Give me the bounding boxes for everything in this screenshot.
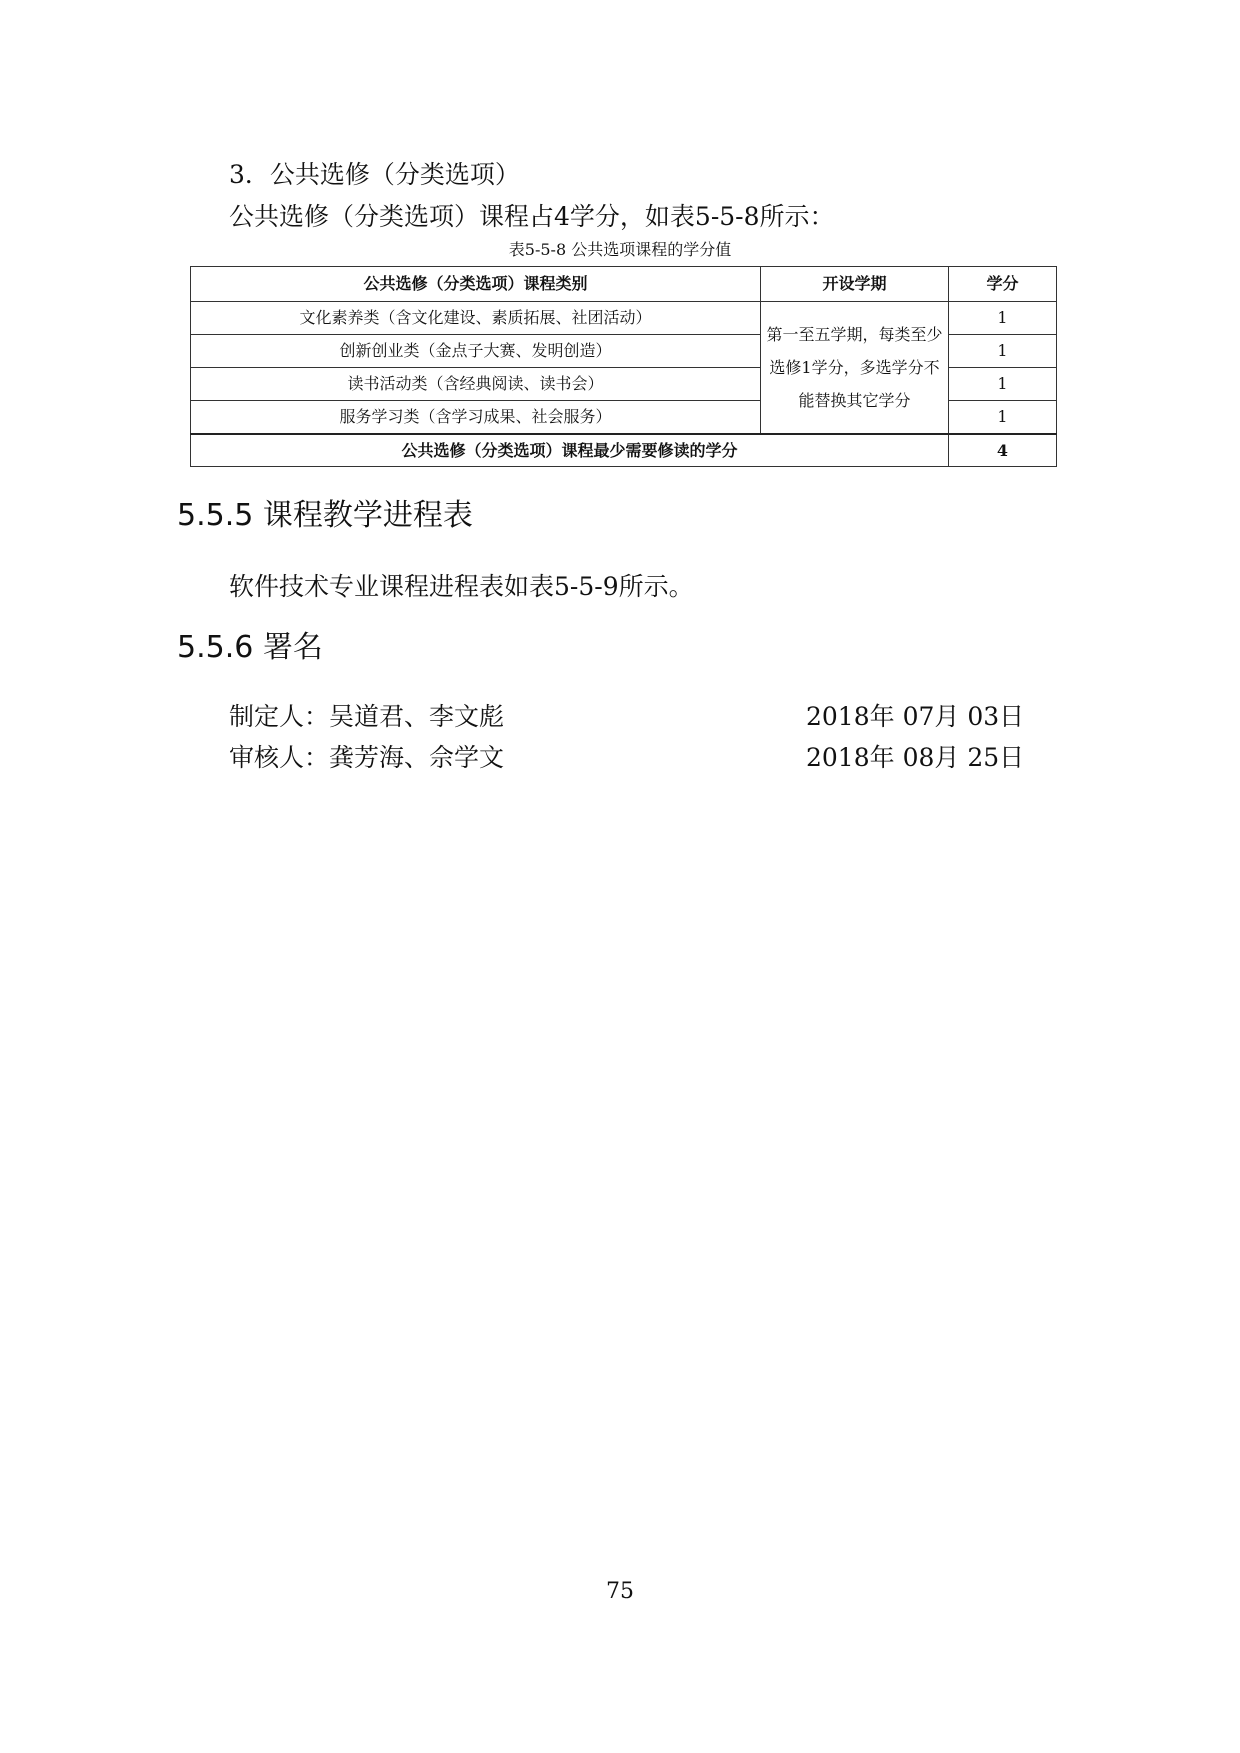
total-label: 公共选修（分类选项）课程最少需要修读的学分 <box>191 434 949 467</box>
signature-drafter-date: 2018年 07月 03日 <box>806 702 1025 731</box>
row-category: 服务学习类（含学习成果、社会服务） <box>191 401 761 435</box>
row-credit: 1 <box>949 302 1057 335</box>
page-number: 75 <box>606 1579 634 1604</box>
signature-reviewer-date: 2018年 08月 25日 <box>806 743 1025 772</box>
header-term: 开设学期 <box>761 267 949 302</box>
header-credit: 学分 <box>949 267 1057 302</box>
credits-table <box>190 266 1057 467</box>
row-category: 创新创业类（金点子大赛、发明创造） <box>191 335 761 368</box>
row-credit: 1 <box>949 368 1057 401</box>
total-value: 4 <box>949 434 1057 467</box>
table-total-row <box>191 434 1057 467</box>
section-5-5-5-text: 软件技术专业课程进程表如表5-5-9所示。 <box>229 572 694 601</box>
subsection-heading: 3．公共选修（分类选项） <box>229 160 520 189</box>
section-heading-5-5-6: 5.5.6 署名 <box>177 630 323 665</box>
section-heading-5-5-5: 5.5.5 课程教学进程表 <box>177 498 473 533</box>
row-credit: 1 <box>949 335 1057 368</box>
table-header-row <box>191 267 1057 302</box>
header-category: 公共选修（分类选项）课程类别 <box>191 267 761 302</box>
row-category: 读书活动类（含经典阅读、读书会） <box>191 368 761 401</box>
table-caption: 表5-5-8 公共选项课程的学分值 <box>508 240 732 259</box>
term-note-cell: 第一至五学期，每类至少选修1学分，多选学分不能替换其它学分 <box>761 302 949 435</box>
row-category: 文化素养类（含文化建设、素质拓展、社团活动） <box>191 302 761 335</box>
table-row <box>191 302 1057 335</box>
signature-drafter: 制定人：吴道君、李文彪 <box>229 702 505 731</box>
intro-paragraph: 公共选修（分类选项）课程占4学分，如表5-5-8所示： <box>229 202 835 231</box>
signature-reviewer: 审核人：龚芳海、佘学文 <box>229 743 505 772</box>
row-credit: 1 <box>949 401 1057 435</box>
